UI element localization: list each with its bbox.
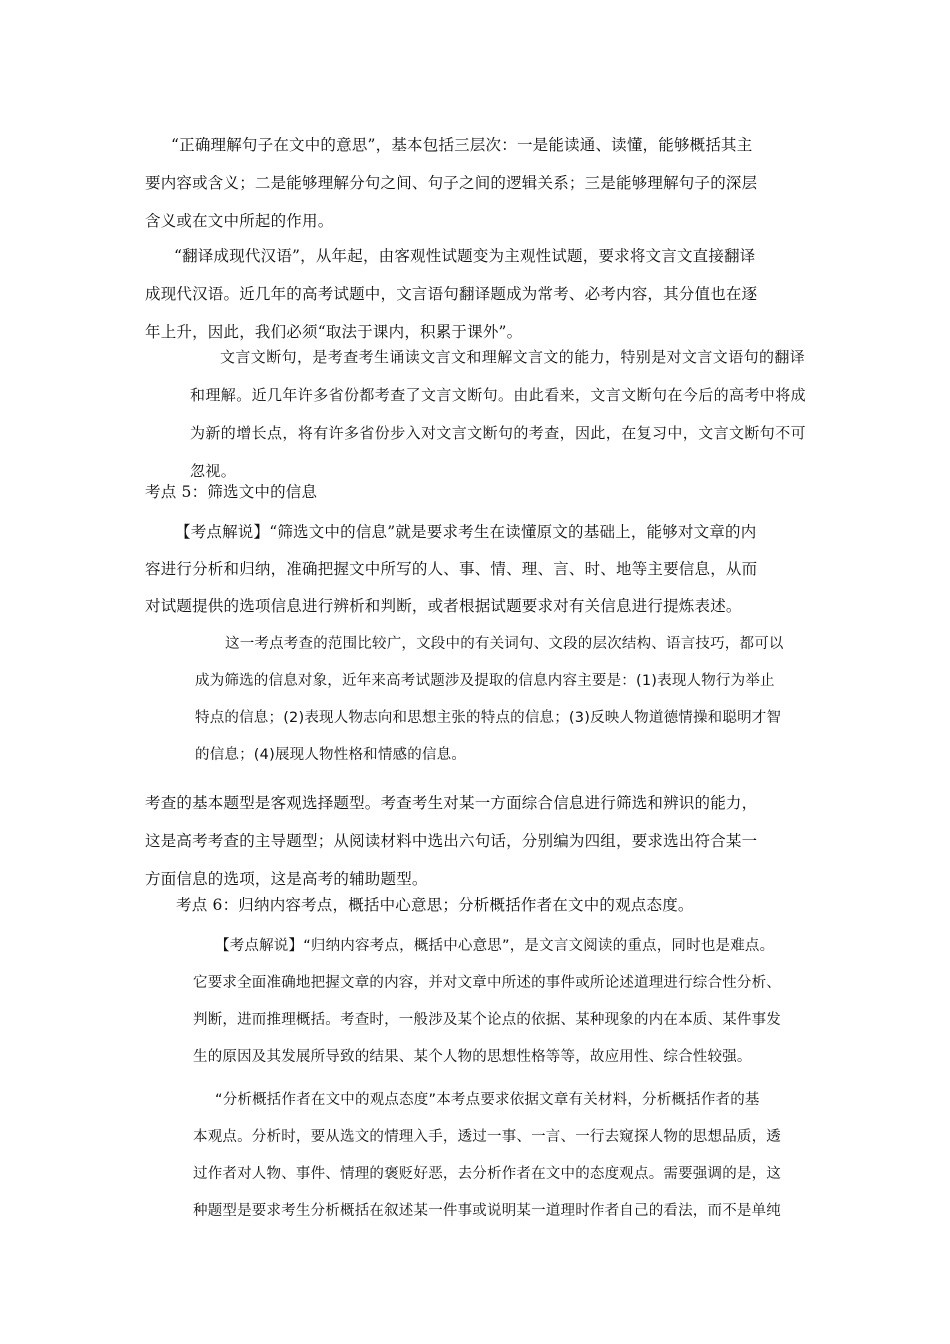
text-line: 方面信息的选项，这是高考的辅助题型。	[145, 870, 428, 888]
text-line: “正确理解句子在文中的意思”，基本包括三层次：一是能读通、读懂，能够概括其主	[171, 136, 753, 154]
paragraph-translation	[145, 237, 825, 351]
text-line: “翻译成现代汉语”，从年起，由客观性试题变为主观性试题，要求将文言文直接翻译	[174, 247, 756, 265]
text-line: 它要求全面准确地把握文章的内容，并对文章中所述的事件或所论述道理进行综合性分析、	[193, 975, 781, 991]
text-line: 种题型是要求考生分析概括在叙述某一件事或说明某一道理时作者自己的看法，而不是单纯	[193, 1203, 781, 1219]
text-line: 对试题提供的选项信息进行辨析和判断，或者根据试题要求对有关信息进行提炼表述。	[145, 597, 742, 615]
text-line: 这是高考考查的主导题型；从阅读材料中选出六句话，分别编为四组，要求选出符合某一	[145, 832, 758, 850]
text-line: 本观点。分析时，要从选文的情理入手，透过一事、一言、一行去窥探人物的思想品质，透	[193, 1129, 781, 1145]
text-line: 特点的信息；(2)表现人物志向和思想主张的特点的信息；(3)反映人物道德情操和聪明才智	[195, 710, 782, 726]
text-line: “分析概括作者在文中的观点态度”本考点要求依据文章有关材料，分析概括作者的基	[215, 1092, 760, 1108]
text-line: 成为筛选的信息对象，近年来高考试题涉及提取的信息内容主要是：(1)表现人物行为举止	[195, 673, 775, 689]
text-line: 为新的增长点，将有许多省份步入对文言文断句的考查，因此，在复习中，文言文断句不可	[190, 424, 807, 442]
text-line: 含义或在文中所起的作用。	[145, 212, 334, 230]
text-line: 这一考点考查的范围比较广，文段中的有关词句、文段的层次结构、语言技巧，都可以	[225, 636, 784, 652]
text-line: 【考点解说】“筛选文中的信息”就是要求考生在读懂原文的基础上，能够对文章的内	[175, 523, 757, 541]
paragraph-summarize-content	[193, 928, 833, 1076]
text-line: 生的原因及其发展所导致的结果、某个人物的思想性格等等，故应用性、综合性较强。	[193, 1049, 752, 1065]
text-line: 忽视。	[190, 462, 237, 480]
paragraph-question-types	[145, 784, 825, 898]
text-line: 成现代汉语。近几年的高考试题中，文言语句翻译题成为常考、必考内容，其分值也在逐	[145, 285, 758, 303]
text-line: 过作者对人物、事件、情理的褒贬好恶，去分析作者在文中的态度观点。需要强调的是，这	[193, 1166, 781, 1182]
text-line: 【考点解说】“归纳内容考点，概括中心意思”，是文言文阅读的重点，同时也是难点。	[215, 938, 775, 954]
heading-point-6: 考点 6：归纳内容考点，概括中心意思；分析概括作者在文中的观点态度。	[176, 896, 694, 914]
text-line: 考查的基本题型是客观选择题型。考查考生对某一方面综合信息进行筛选和辨识的能力，	[145, 794, 758, 812]
text-line: 和理解。近几年许多省份都考查了文言文断句。由此看来，文言文断句在今后的高考中将成	[190, 386, 807, 404]
text-line: 判断，进而推理概括。考查时，一般涉及某个论点的依据、某种现象的内在本质、某件事发	[193, 1012, 781, 1028]
paragraph-sentence-meaning	[145, 126, 825, 240]
text-line: 的信息；(4)展现人物性格和情感的信息。	[195, 747, 467, 763]
text-line: 要内容或含义；二是能够理解分句之间、句子之间的逻辑关系；三是能够理解句子的深层	[145, 174, 758, 192]
text-line: 年上升，因此，我们必须“取法于课内，积累于课外”。	[145, 323, 523, 341]
paragraph-sentence-breaking	[190, 338, 840, 490]
text-line: 容进行分析和归纳，准确把握文中所写的人、事、情、理、言、时、地等主要信息，从而	[145, 560, 758, 578]
paragraph-info-scope	[195, 626, 835, 774]
paragraph-author-viewpoint	[193, 1082, 833, 1230]
paragraph-filter-info	[145, 514, 825, 625]
text-line: 文言文断句，是考查考生诵读文言文和理解文言文的能力，特别是对文言文语句的翻译	[220, 348, 806, 366]
heading-point-5: 考点 5：筛选文中的信息	[145, 483, 318, 501]
